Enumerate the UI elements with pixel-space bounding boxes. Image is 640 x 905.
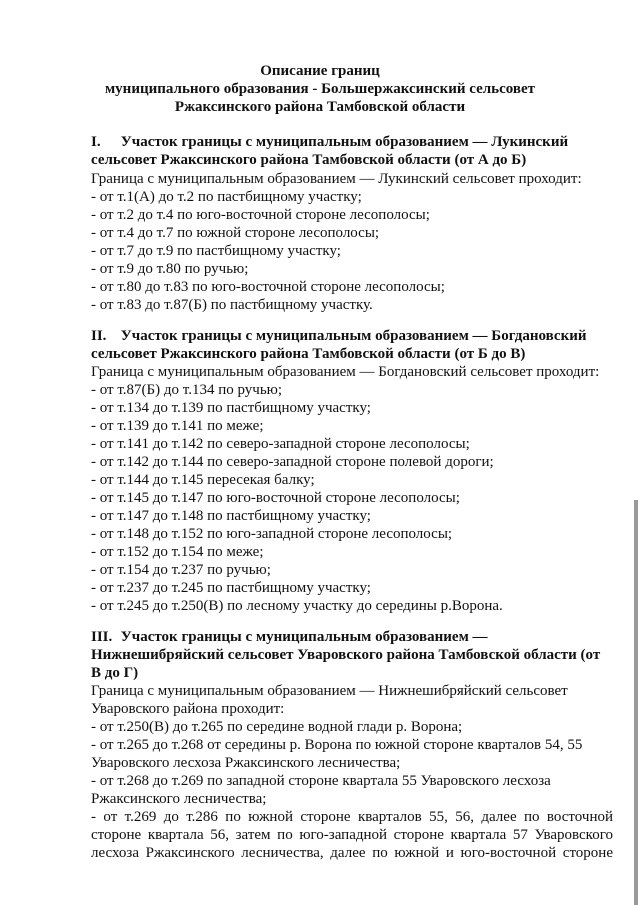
section-number: II. bbox=[91, 328, 107, 344]
list-item: лесхоза Ржаксинского лесничества, далее по южной и юго-восточной стороне bbox=[91, 845, 613, 861]
list-item: - от т.141 до т.142 по северо-западной стороне лесополосы; bbox=[91, 436, 470, 452]
section-number: III. bbox=[91, 629, 113, 645]
list-item: - от т.4 до т.7 по южной стороне лесополосы; bbox=[91, 225, 380, 241]
list-item: - от т.145 до т.147 по юго-восточной стороне лесополосы; bbox=[91, 490, 460, 506]
document-subtitle: муниципального образования - Большержаксинский сельсовет bbox=[104, 81, 536, 97]
list-item: - от т.134 до т.139 по пастбищному участку; bbox=[91, 400, 371, 416]
section-number: I. bbox=[91, 134, 101, 150]
list-item: - от т.152 до т.154 по меже; bbox=[91, 544, 264, 560]
section-heading: III. Участок границы с муниципальным образованием — bbox=[91, 629, 488, 645]
section-intro: Граница с муниципальным образованием — Богдановский сельсовет проходит: bbox=[91, 364, 600, 380]
section-heading: сельсовет Ржаксинского района Тамбовской области (от А до Б) bbox=[91, 152, 527, 168]
list-item: - от т.250(В) до т.265 по середине водной глади р. Ворона; bbox=[91, 719, 463, 735]
section-heading: Нижнешибряйский сельсовет Уваровского района Тамбовской области (от bbox=[91, 647, 601, 663]
list-item: стороне квартала 56, затем по юго-западной стороне квартала 57 Уваровского bbox=[91, 827, 613, 843]
list-item: - от т.269 до т.286 по южной стороне кварталов 55, 56, далее по восточной bbox=[91, 809, 613, 825]
list-item: Ржаксинского лесничества; bbox=[91, 791, 267, 807]
section-heading: I. Участок границы с муниципальным образованием — Лукинский bbox=[91, 134, 569, 150]
section-intro: Уваровского района проходит: bbox=[91, 701, 285, 717]
section-intro: Граница с муниципальным образованием — Лукинский сельсовет проходит: bbox=[91, 171, 582, 187]
list-item: - от т.268 до т.269 по западной стороне квартала 55 Уваровского лесхоза bbox=[91, 773, 551, 789]
document-subtitle: Ржаксинского района Тамбовской области bbox=[174, 99, 466, 115]
list-item: - от т.7 до т.9 по пастбищному участку; bbox=[91, 243, 341, 259]
list-item: - от т.237 до т.245 по пастбищному участку; bbox=[91, 580, 371, 596]
scan-edge bbox=[634, 500, 638, 905]
list-item: - от т.142 до т.144 по северо-западной стороне полевой дороги; bbox=[91, 454, 494, 470]
list-item: - от т.83 до т.87(Б) по пастбищному участку. bbox=[91, 297, 373, 313]
list-item: - от т.154 до т.237 по ручью; bbox=[91, 562, 271, 578]
list-item: - от т.144 до т.145 пересекая балку; bbox=[91, 472, 315, 488]
section-heading: В до Г) bbox=[91, 665, 139, 681]
section-heading: сельсовет Ржаксинского района Тамбовской области (от Б до В) bbox=[91, 346, 526, 362]
section-intro: Граница с муниципальным образованием — Нижнешибряйский сельсовет bbox=[91, 683, 568, 699]
list-item: - от т.87(Б) до т.134 по ручью; bbox=[91, 382, 283, 398]
list-item: - от т.139 до т.141 по меже; bbox=[91, 418, 264, 434]
document-title: Описание границ bbox=[260, 63, 380, 79]
list-item: - от т.148 до т.152 по юго-западной стороне лесополосы; bbox=[91, 526, 453, 542]
list-item: - от т.9 до т.80 по ручью; bbox=[91, 261, 249, 277]
list-item: - от т.80 до т.83 по юго-восточной стороне лесополосы; bbox=[91, 279, 445, 295]
list-item: - от т.2 до т.4 по юго-восточной стороне лесополосы; bbox=[91, 207, 430, 223]
list-item: - от т.1(А) до т.2 по пастбищному участку; bbox=[91, 189, 362, 205]
list-item: - от т.245 до т.250(В) по лесному участку до середины р.Ворона. bbox=[91, 598, 503, 614]
list-item: Уваровского лесхоза Ржаксинского лесничества; bbox=[91, 755, 401, 771]
list-item: - от т.147 до т.148 по пастбищному участку; bbox=[91, 508, 371, 524]
section-heading: II. Участок границы с муниципальным образованием — Богдановский bbox=[91, 328, 587, 344]
list-item: - от т.265 до т.268 от середины р. Ворона по южной стороне кварталов 54, 55 bbox=[91, 737, 583, 753]
